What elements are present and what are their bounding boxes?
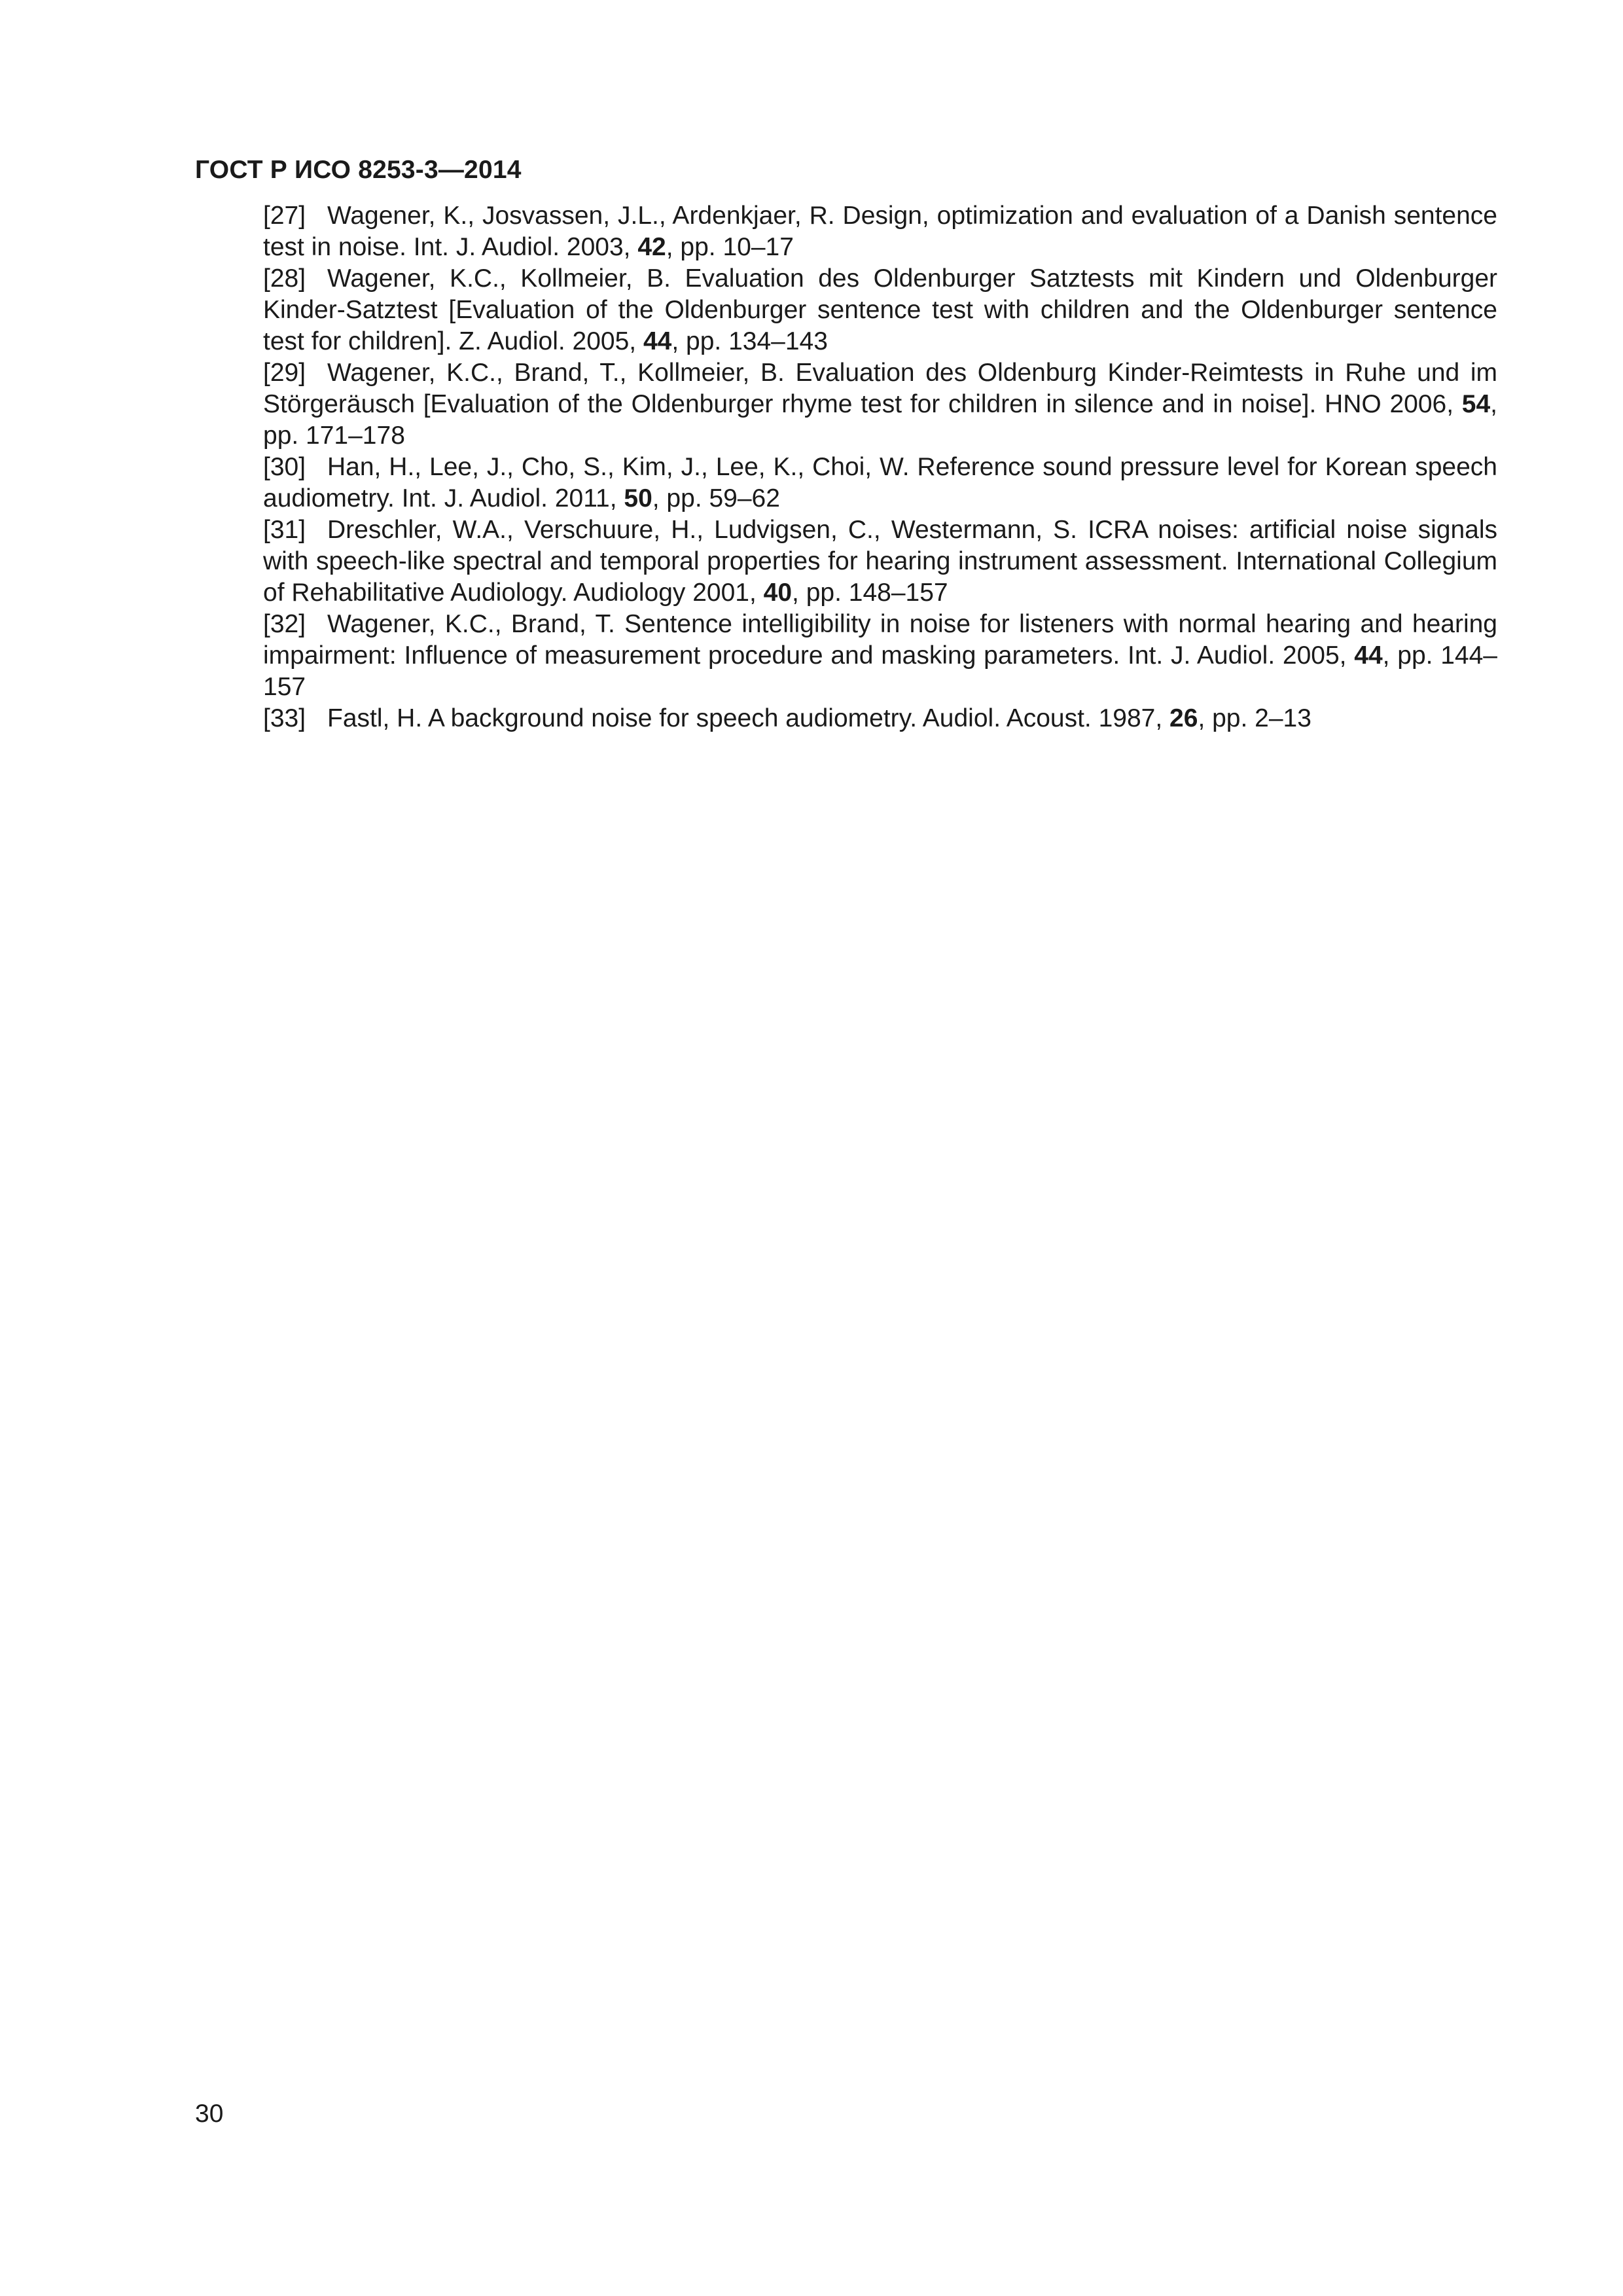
page-number: 30 <box>195 2100 224 2128</box>
reference-item <box>263 452 1497 514</box>
reference-number: [29] <box>263 359 306 387</box>
reference-pages: , pp. 171–178 <box>263 390 1497 450</box>
reference-text: Wagener, K.C., Brand, T. Sentence intelligibility in noise for listeners with normal hearing and hearing impairment: Influence of measurement procedure and masking parameters. Int. J. Audiol. 2005, <box>263 610 1497 670</box>
reference-text: Wagener, K.C., Kollmeier, B. Evaluation des Oldenburger Satztests mit Kindern und Oldenburger Kinder-Satztest [Evaluation of the Oldenburger sentence test with children and the Oldenburger sentence test for children]. Z. Audiol. 2005, <box>263 264 1497 355</box>
reference-pages: , pp. 10–17 <box>666 233 794 261</box>
reference-number: [30] <box>263 453 306 481</box>
reference-number: [31] <box>263 516 306 544</box>
reference-volume: 26 <box>1169 704 1198 732</box>
reference-number: [33] <box>263 704 306 732</box>
reference-text: Wagener, K.C., Brand, T., Kollmeier, B. Evaluation des Oldenburg Kinder-Reimtests in Ruhe und im Störgeräusch [Evaluation of the Oldenburger rhyme test for children in silence and in noise]. HNO 2006, <box>263 359 1497 418</box>
reference-item <box>263 200 1497 263</box>
reference-pages: , pp. 144–157 <box>263 641 1497 701</box>
reference-item <box>263 263 1497 357</box>
reference-pages: , pp. 2–13 <box>1198 704 1311 732</box>
reference-volume: 50 <box>624 484 652 512</box>
reference-text: Wagener, K., Josvassen, J.L., Ardenkjaer, R. Design, optimization and evaluation of a Danish sentence test in noise. Int. J. Audiol. 2003, <box>263 202 1497 261</box>
reference-item <box>263 703 1497 734</box>
reference-text: Dreschler, W.A., Verschuure, H., Ludvigsen, C., Westermann, S. ICRA noises: artificial noise signals with speech-like spectral and temporal properties for hearing instrument assessment. International Collegium of Rehabilitative Audiology. Audiology 2001, <box>263 516 1497 607</box>
reference-volume: 54 <box>1461 390 1491 418</box>
reference-pages: , pp. 148–157 <box>792 579 948 607</box>
reference-number: [28] <box>263 264 306 293</box>
reference-number: [27] <box>263 202 306 230</box>
reference-volume: 44 <box>1354 641 1383 670</box>
reference-volume: 40 <box>763 579 793 607</box>
reference-volume: 44 <box>643 327 672 355</box>
reference-item <box>263 514 1497 609</box>
reference-pages: , pp. 134–143 <box>671 327 828 355</box>
reference-pages: , pp. 59–62 <box>652 484 780 512</box>
standard-code-header: ГОСТ Р ИСО 8253-3—2014 <box>195 156 522 184</box>
reference-item <box>263 609 1497 703</box>
reference-item <box>263 357 1497 452</box>
reference-text: Han, H., Lee, J., Cho, S., Kim, J., Lee, K., Choi, W. Reference sound pressure level for Korean speech audiometry. Int. J. Audiol. 2011, <box>263 453 1497 512</box>
reference-text: Fastl, H. A background noise for speech audiometry. Audiol. Acoust. 1987, <box>327 704 1170 732</box>
reference-number: [32] <box>263 610 306 638</box>
reference-volume: 42 <box>637 233 666 261</box>
bibliography-list <box>263 200 1497 734</box>
